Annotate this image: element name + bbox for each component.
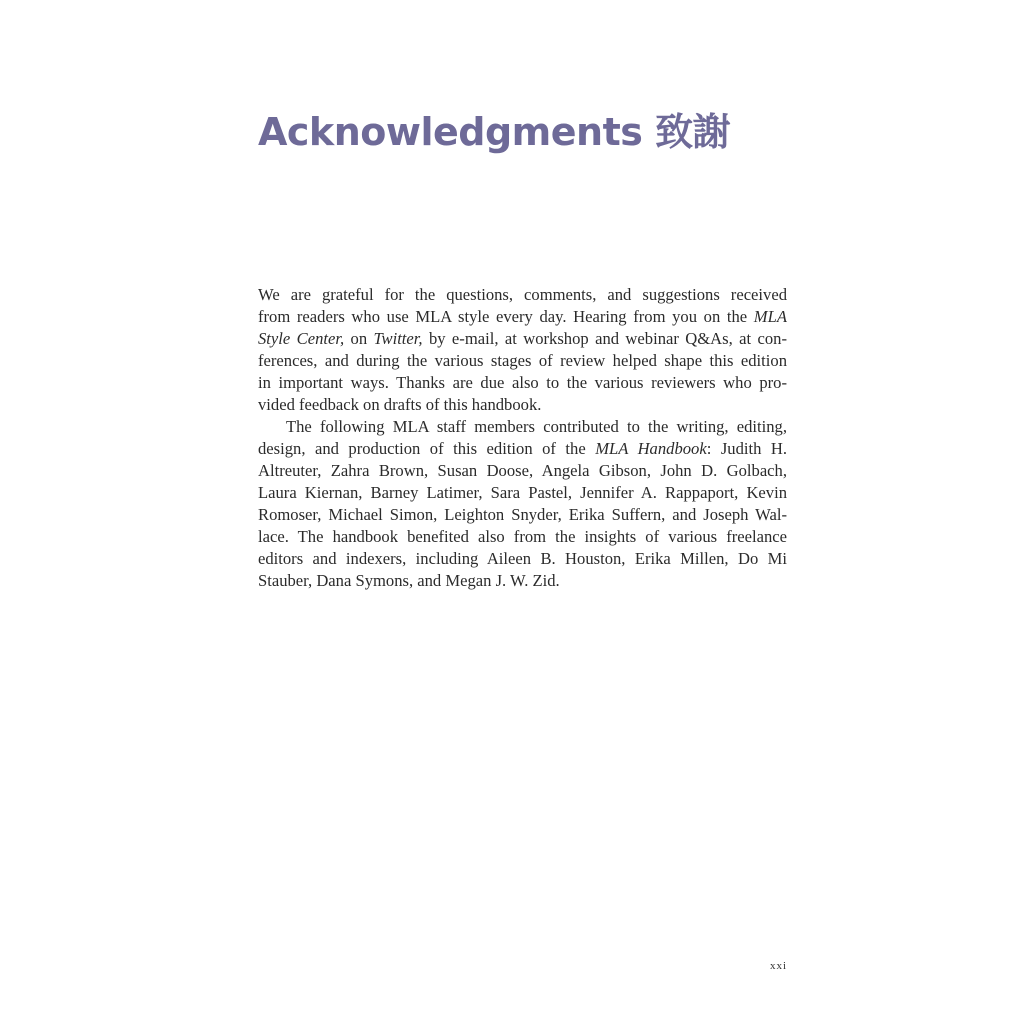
text-line: Romoser, Michael Simon, Leighton Snyder, Erika Suffern, and Joseph Wal- bbox=[258, 505, 787, 524]
text-line: Stauber, Dana Symons, and Megan J. W. Zid. bbox=[258, 571, 560, 590]
text-span: on bbox=[344, 329, 374, 348]
text-span: design, and production of this edition of the bbox=[258, 439, 596, 458]
text-span: by e-mail, at workshop and webinar Q&As, at con- bbox=[422, 329, 788, 348]
text-line bbox=[258, 306, 787, 328]
text-line: ferences, and during the various stages of review helped shape this edition bbox=[258, 351, 787, 370]
italic-title: MLA Handbook bbox=[595, 439, 707, 458]
text-line: Altreuter, Zahra Brown, Susan Doose, Angela Gibson, John D. Golbach, bbox=[258, 461, 787, 480]
text-span: from readers who use MLA style every day. Hearing from you on the bbox=[258, 307, 748, 326]
italic-title: Style Center, bbox=[258, 329, 345, 348]
text-line: lace. The handbook benefited also from the insights of various freelance bbox=[258, 527, 787, 546]
text-span: : Judith H. bbox=[706, 439, 788, 458]
text-line: editors and indexers, including Aileen B. Houston, Erika Millen, Do Mi bbox=[258, 549, 787, 568]
body-text bbox=[258, 284, 787, 592]
text-line: in important ways. Thanks are due also to the various reviewers who pro- bbox=[258, 373, 787, 392]
text-line: vided feedback on drafts of this handbook. bbox=[258, 395, 542, 414]
paragraph-2 bbox=[258, 416, 787, 592]
paragraph-1 bbox=[258, 284, 787, 416]
text-line: We are grateful for the questions, comments, and suggestions received bbox=[258, 285, 787, 304]
text-line: Laura Kiernan, Barney Latimer, Sara Pastel, Jennifer A. Rappaport, Kevin bbox=[258, 483, 787, 502]
page-number: xxi bbox=[769, 960, 787, 972]
text-line: The following MLA staff members contributed to the writing, editing, bbox=[286, 417, 787, 436]
italic-title: Twitter, bbox=[373, 329, 423, 348]
page-title: Acknowledgments 致謝 bbox=[258, 110, 731, 154]
text-line bbox=[258, 438, 787, 460]
text-line bbox=[258, 328, 787, 350]
italic-title: MLA bbox=[753, 307, 787, 326]
